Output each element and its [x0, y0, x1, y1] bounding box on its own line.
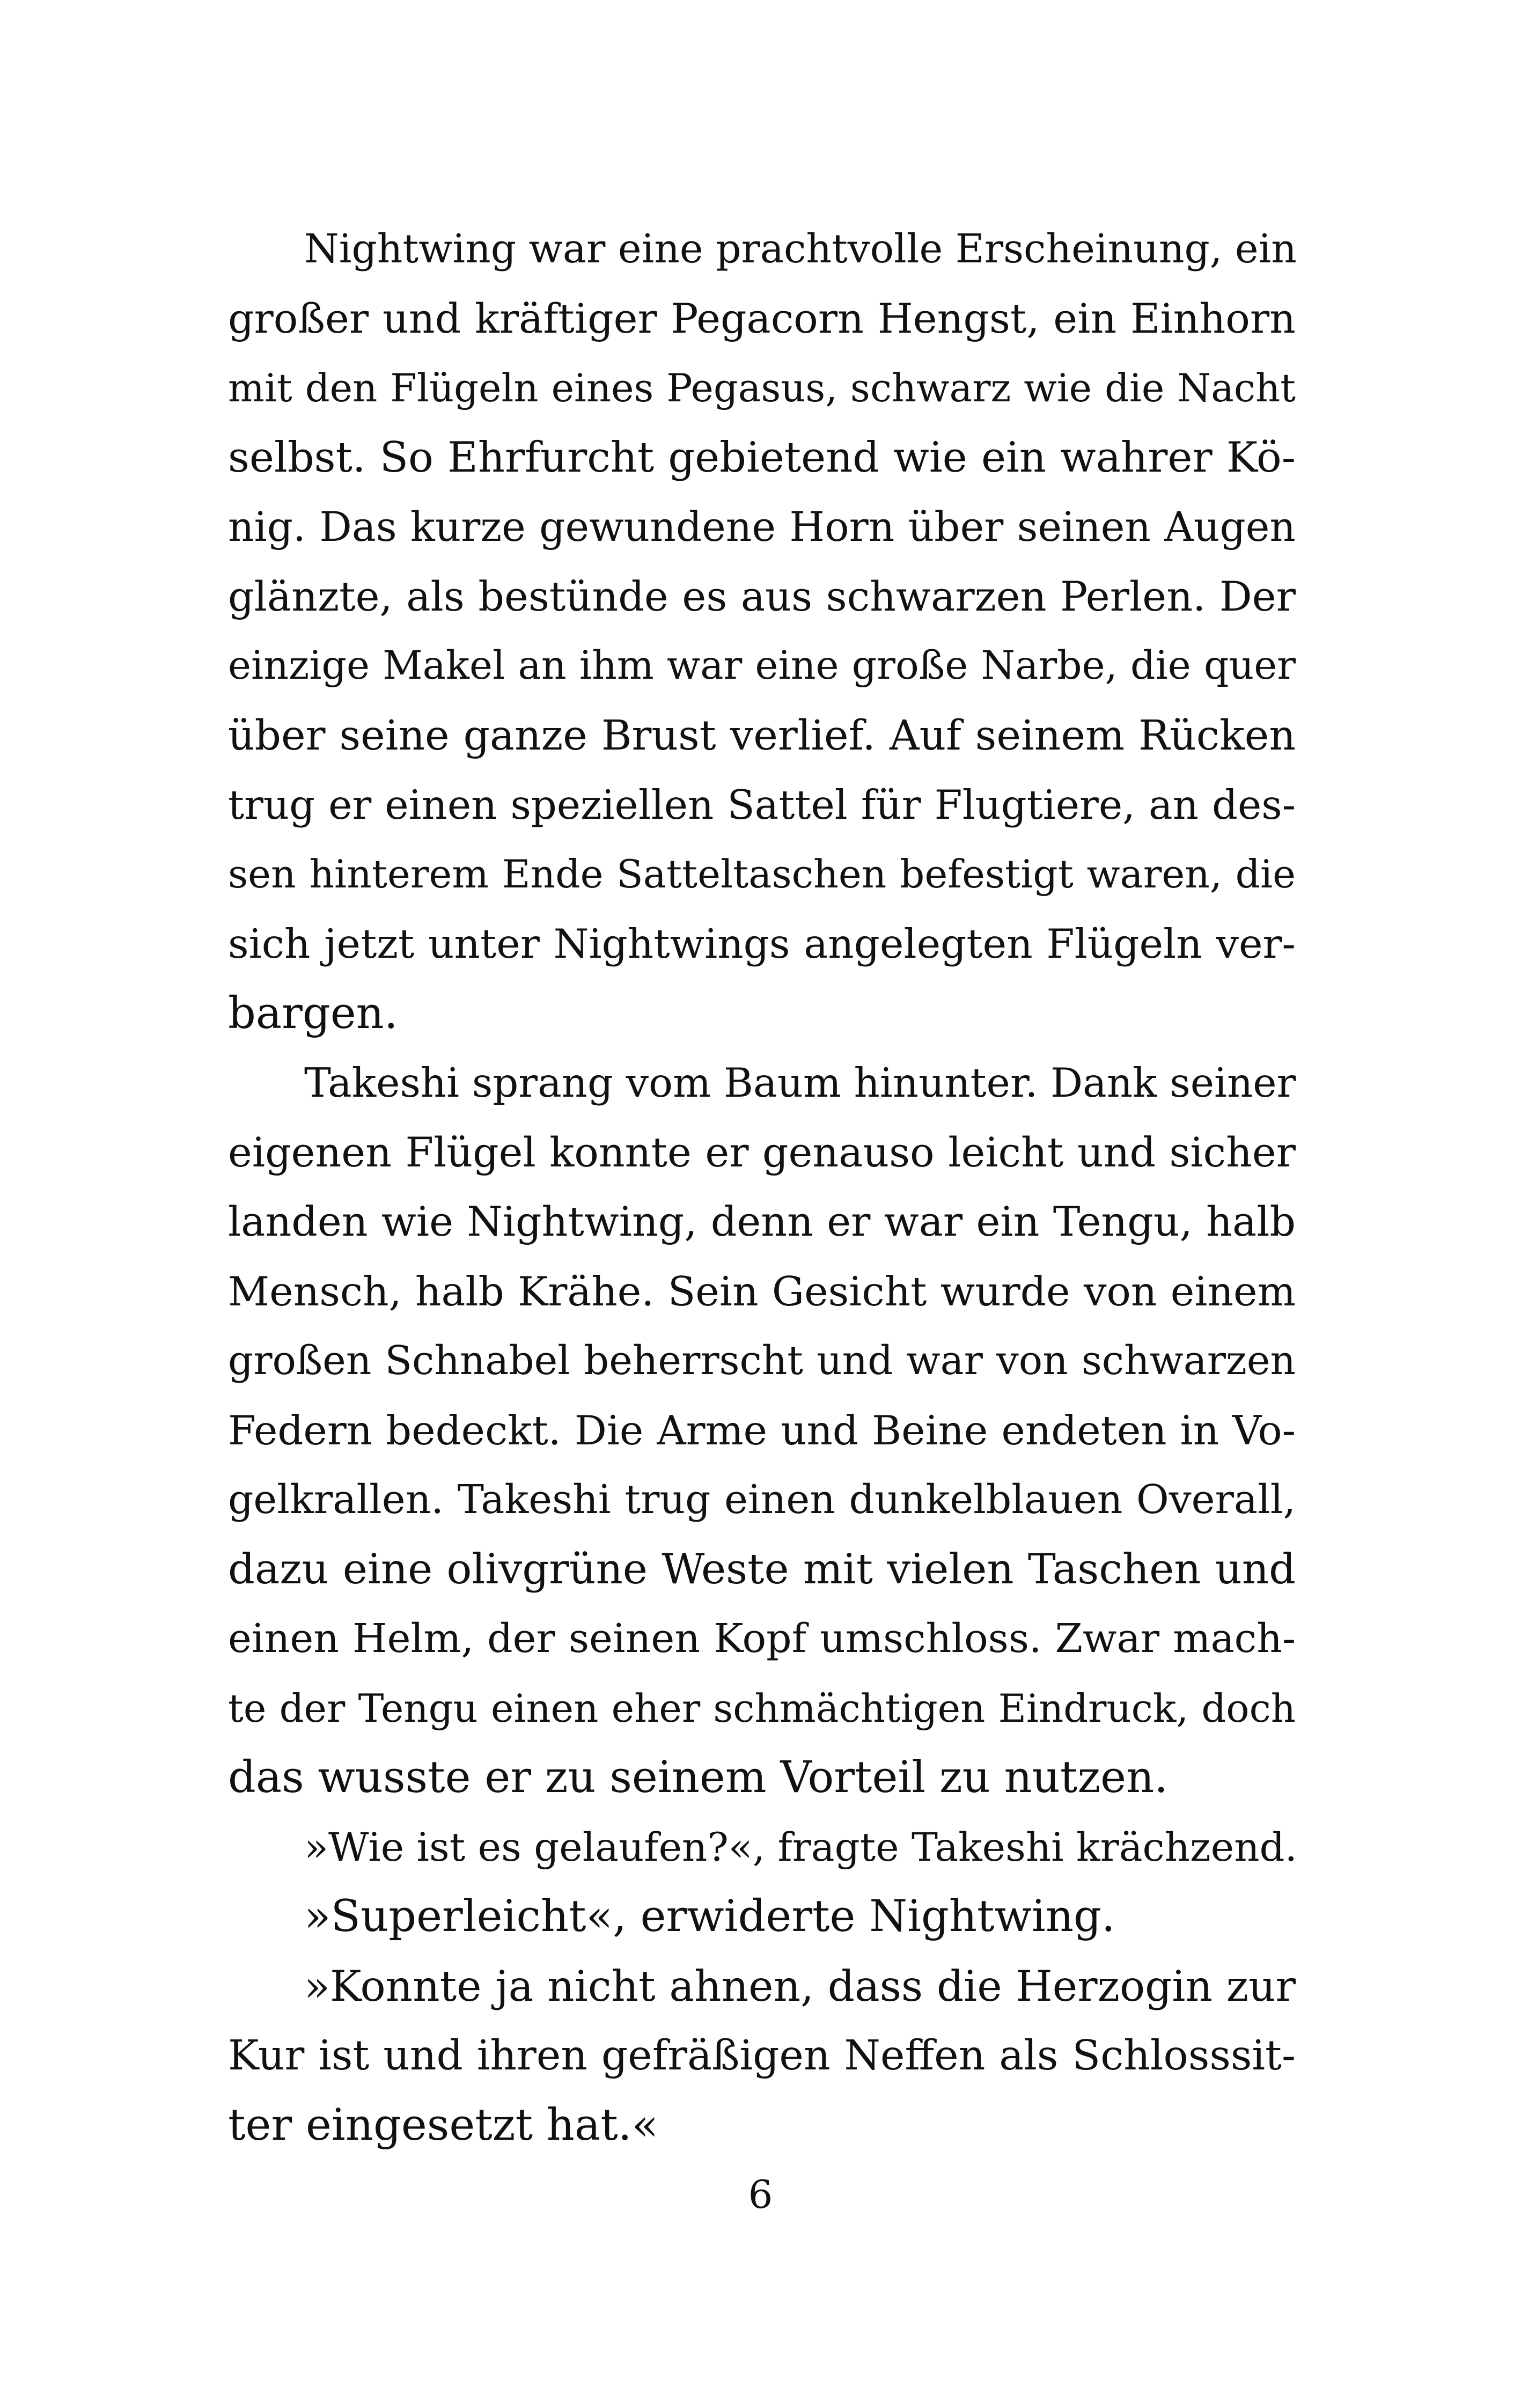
text-line: Mensch, halb Krähe. Sein Gesicht wurde von einem: [228, 1267, 1296, 1315]
text-line: einen Helm, der seinen Kopf umschloss. Zwar mach-: [228, 1616, 1296, 1662]
text-line: trug er einen speziellen Sattel für Flugtiere, an des-: [228, 781, 1296, 828]
text-line: »Wie ist es gelaufen?«, fragte Takeshi krächzend.: [304, 1824, 1297, 1870]
text-line: sich jetzt unter Nightwings angelegten Flügeln ver-: [228, 920, 1296, 967]
text-line: großen Schnabel beherrscht und war von schwarzen: [228, 1338, 1296, 1384]
body-text: [228, 215, 1296, 2160]
text-line: über seine ganze Brust verlief. Auf seinem Rücken: [228, 711, 1296, 760]
text-line: einzige Makel an ihm war eine große Narbe, die quer: [228, 643, 1296, 688]
text-line: landen wie Nightwing, denn er war ein Tengu, halb: [228, 1198, 1296, 1245]
text-line: ter eingesetzt hat.«: [228, 2099, 659, 2150]
text-line: Federn bedeckt. Die Arme und Beine endeten in Vo-: [228, 1406, 1296, 1454]
text-line: mit den Flügeln eines Pegasus, schwarz wie die Nacht: [228, 365, 1296, 410]
text-line: te der Tengu einen eher schmächtigen Eindruck, doch: [228, 1685, 1296, 1731]
page-number: 6: [748, 2172, 773, 2217]
text-line: »Konnte ja nicht ahnen, dass die Herzogin zur: [304, 1962, 1296, 2011]
text-line: selbst. So Ehrfurcht gebietend wie ein wahrer Kö-: [228, 433, 1296, 482]
text-line: sen hinterem Ende Satteltaschen befestigt waren, die: [228, 851, 1296, 897]
text-line: »Superleicht«, erwiderte Nightwing.: [304, 1891, 1115, 1942]
text-line: bargen.: [228, 988, 398, 1039]
text-line: glänzte, als bestünde es aus schwarzen Perlen. Der: [228, 572, 1296, 620]
text-line: nig. Das kurze gewundene Horn über seinen Augen: [228, 503, 1296, 550]
text-line: großer und kräftiger Pegacorn Hengst, ein Einhorn: [228, 295, 1296, 342]
text-line: das wusste er zu seinem Vorteil zu nutzen.: [228, 1752, 1168, 1803]
text-line: eigenen Flügel konnte er genauso leicht und sicher: [228, 1128, 1296, 1176]
text-line: Nightwing war eine prachtvolle Erscheinung, ein: [304, 226, 1297, 272]
text-line: Kur ist und ihren gefräßigen Neffen als Schlosssit-: [228, 2032, 1296, 2080]
text-line: gelkrallen. Takeshi trug einen dunkelblauen Overall,: [228, 1477, 1296, 1523]
text-line: Takeshi sprang vom Baum hinunter. Dank seiner: [304, 1059, 1296, 1106]
text-line: dazu eine olivgrüne Weste mit vielen Taschen und: [228, 1545, 1296, 1594]
